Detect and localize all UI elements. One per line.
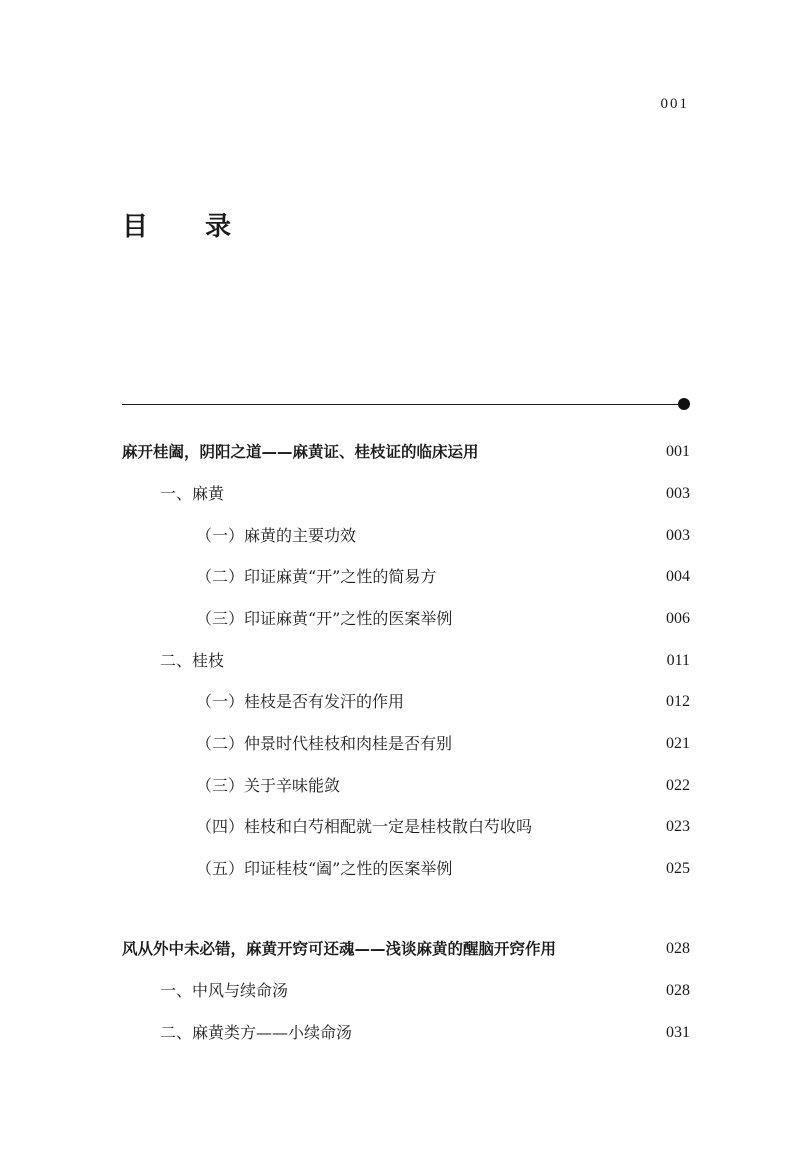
toc-entry-title: （二）印证麻黄“开”之性的简易方	[196, 567, 437, 586]
toc-entry-chapter[interactable]	[122, 937, 690, 961]
toc-entry-page: 023	[666, 818, 690, 835]
toc-entry-title: （三）关于辛味能敛	[196, 776, 341, 795]
toc-entry-page: 006	[666, 610, 690, 627]
toc-entry-page: 011	[666, 652, 690, 669]
toc-entry-subsection[interactable]	[196, 815, 690, 839]
toc-entry-subsection[interactable]	[196, 607, 690, 631]
toc-entry-page: 012	[666, 693, 690, 710]
toc-entry-page: 003	[666, 527, 690, 544]
toc-entry-title: （一）桂枝是否有发汗的作用	[196, 692, 405, 711]
toc-entry-title: 风从外中未必错，麻黄开窍可还魂——浅谈麻黄的醒脑开窍作用	[122, 940, 557, 958]
toc-entry-title: 一、麻黄	[160, 484, 225, 503]
toc-entry-page: 028	[666, 940, 690, 957]
toc-entry-title: 二、桂枝	[160, 651, 225, 670]
toc-entry-subsection[interactable]	[196, 774, 690, 798]
toc-entry-section[interactable]	[160, 482, 690, 506]
toc-entry-chapter[interactable]	[122, 440, 690, 464]
toc-entry-page: 022	[666, 777, 690, 794]
toc-entry-subsection[interactable]	[196, 857, 690, 881]
toc-entry-title: （四）桂枝和白芍相配就一定是桂枝散白芍收吗	[196, 817, 533, 836]
toc-entry-page: 003	[666, 485, 690, 502]
toc-entry-subsection[interactable]	[196, 565, 690, 589]
toc-entry-page: 031	[666, 1024, 690, 1041]
toc-entry-section[interactable]	[160, 649, 690, 673]
page-title: 目 录	[122, 212, 256, 242]
toc-entry-subsection[interactable]	[196, 732, 690, 756]
toc-entry-title: 一、中风与续命汤	[160, 981, 289, 1000]
toc-entry-title: 麻开桂阖，阴阳之道——麻黄证、桂枝证的临床运用	[122, 443, 479, 461]
toc-entry-page: 004	[666, 568, 690, 585]
toc-entry-title: （三）印证麻黄“开”之性的医案举例	[196, 609, 453, 628]
toc-entry-subsection[interactable]	[196, 524, 690, 548]
toc-entry-title: （一）麻黄的主要功效	[196, 526, 357, 545]
toc-entry-page: 028	[666, 982, 690, 999]
toc-entry-section[interactable]	[160, 979, 690, 1003]
toc-entry-section[interactable]	[160, 1021, 690, 1045]
toc-entry-title: 二、麻黄类方——小续命汤	[160, 1023, 353, 1042]
toc-entry-page: 021	[666, 735, 690, 752]
toc-entry-page: 025	[666, 860, 690, 877]
toc-entry-subsection[interactable]	[196, 690, 690, 714]
toc-entry-page: 001	[666, 443, 690, 460]
page-number: 001	[660, 96, 689, 112]
toc-entry-title: （二）仲景时代桂枝和肉桂是否有别	[196, 734, 453, 753]
toc-entry-title: （五）印证桂枝“阖”之性的医案举例	[196, 859, 453, 878]
